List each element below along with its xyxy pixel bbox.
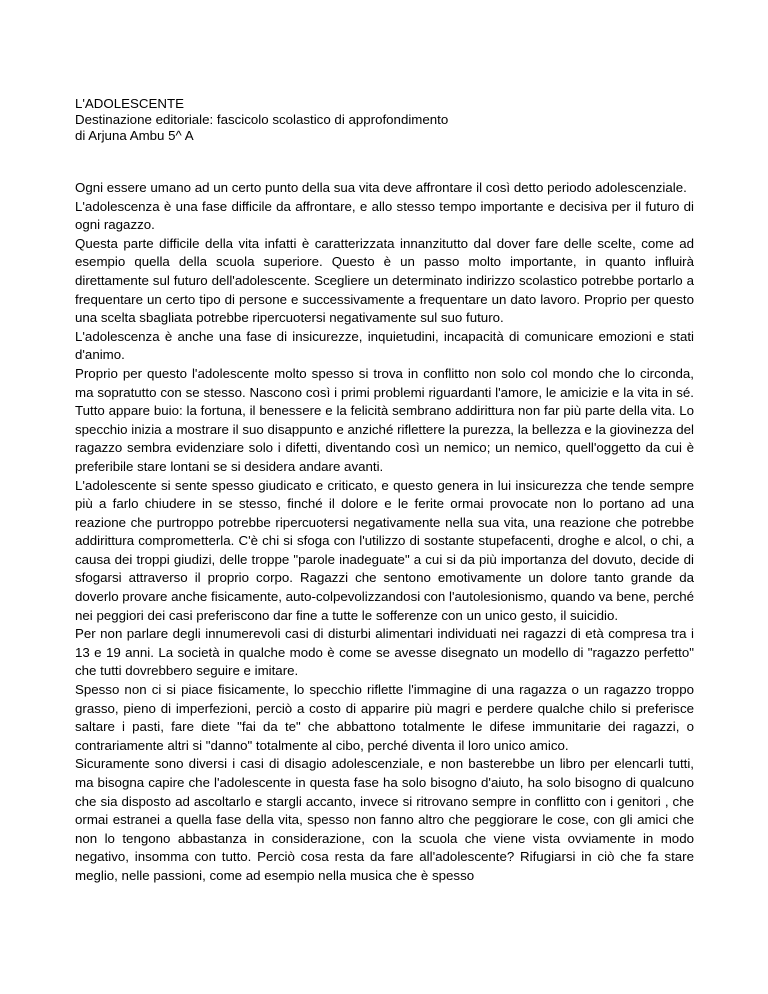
paragraph: Proprio per questo l'adolescente molto spesso si trova in conflitto non solo col mondo che lo circonda, ma sopratutto con se stesso. Nascono così i primi problemi riguardanti l'amore, le amicizie e la vita in sé. Tutto appare buio: la fortuna, il benessere e la felicità sembrano addirittura non far più parte della vita. Lo specchio inizia a mostrare il suo disappunto e anziché riflettere la purezza, la bellezza e la giovinezza del ragazzo sembra evidenziare solo i difetti, diventando così un nemico; un nemico, quell'oggetto da cui è preferibile stare lontani se si desidera andare avanti. bbox=[75, 365, 694, 474]
paragraph: L'adolescenza è anche una fase di insicurezze, inquietudini, incapacità di comunicare emozioni e stati d'animo. bbox=[75, 328, 694, 363]
author-line: di Arjuna Ambu 5^ A bbox=[75, 128, 194, 143]
paragraph: Sicuramente sono diversi i casi di disagio adolescenziale, e non basterebbe un libro per elencarli tutti, ma bisogna capire che l'adolescente in questa fase ha solo bisogno d'aiuto, ha solo bisogno di qualcuno che sia disposto ad ascoltarlo e stargli accanto, invece si ritrovano sempre in conflitto con i genitori , che ormai estranei a quella fase della vita, spesso non fanno altro che peggiorare le cose, con gli amici che non lo tengono abbastanza in considerazione, con la scuola che viene vista ovviamente in modo negativo, insomma con tutto. Perciò cosa resta da fare all'adolescente? Rifugiarsi in ciò che fa stare meglio, nelle passioni, come ad esempio nella musica che è spesso bbox=[75, 756, 694, 883]
paragraph: L'adolescenza è una fase difficile da affrontare, e allo stesso tempo importante e decisiva per il futuro di ogni ragazzo. bbox=[75, 198, 694, 233]
document-page bbox=[75, 96, 694, 886]
paragraph: Per non parlare degli innumerevoli casi di disturbi alimentari individuati nei ragazzi di età compresa tra i 13 e 19 anni. La società in qualche modo è come se avesse disegnato un modello di "ragazzo perfetto" che tutti dovrebbero seguire e imitare. bbox=[75, 626, 694, 679]
paragraph: L'adolescente si sente spesso giudicato e criticato, e questo genera in lui insicurezza che tende sempre più a farlo chiudere in se stesso, finché il dolore e le ferite ormai provocate non lo portano ad una reazione che purtroppo potrebbe ripercuotersi negativamente nella sua vita, una reazione che potrebbe addirittura comprometterla. C'è chi si sfoga con l'utilizzo di sostante stupefacenti, droghe e alcol, o chi, a causa dei troppi giudizi, delle troppe "parole inadeguate" a cui si da più importanza del dovuto, decide di sfogarsi attraverso il proprio corpo. Ragazzi che sentono emotivamente un dolore tanto grande da doverlo provare anche fisicamente, auto-colpevolizzandosi con l'autolesionismo, quando va bene, perché nei peggiori dei casi preferiscono dar fine a tutte le sofferenze con un unico gesto, il suicidio. bbox=[75, 477, 695, 623]
document-header bbox=[75, 96, 694, 144]
paragraph: Ogni essere umano ad un certo punto della sua vita deve affrontare il così detto periodo adolescenziale. bbox=[75, 180, 687, 195]
editorial-destination: Destinazione editoriale: fascicolo scolastico di approfondimento bbox=[75, 112, 449, 127]
document-title: L'ADOLESCENTE bbox=[75, 96, 184, 111]
document-body bbox=[75, 179, 694, 886]
paragraph: Spesso non ci si piace fisicamente, lo specchio riflette l'immagine di una ragazza o un ragazzo troppo grasso, pieno di imperfezioni, perciò a costo di apparire più magri e perdere qualche chilo si preferisce saltare i pasti, fare diete "fai da te" che abbattono totalmente le difese immunitarie dei ragazzi, o contrariamente altri si "danno" totalmente al cibo, perché diventa il loro unico amico. bbox=[75, 682, 694, 753]
paragraph: Questa parte difficile della vita infatti è caratterizzata innanzitutto dal dover fare delle scelte, come ad esempio quella della scuola superiore. Questo è un passo molto importante, in quanto influirà direttamente sul futuro dell'adolescente. Scegliere un determinato indirizzo scolastico potrebbe portarlo a frequentare un certo tipo di persone e successivamente a frequentare un dato lavoro. Proprio per questo una scelta sbagliata potrebbe ripercuotersi negativamente sul suo futuro. bbox=[75, 235, 694, 326]
